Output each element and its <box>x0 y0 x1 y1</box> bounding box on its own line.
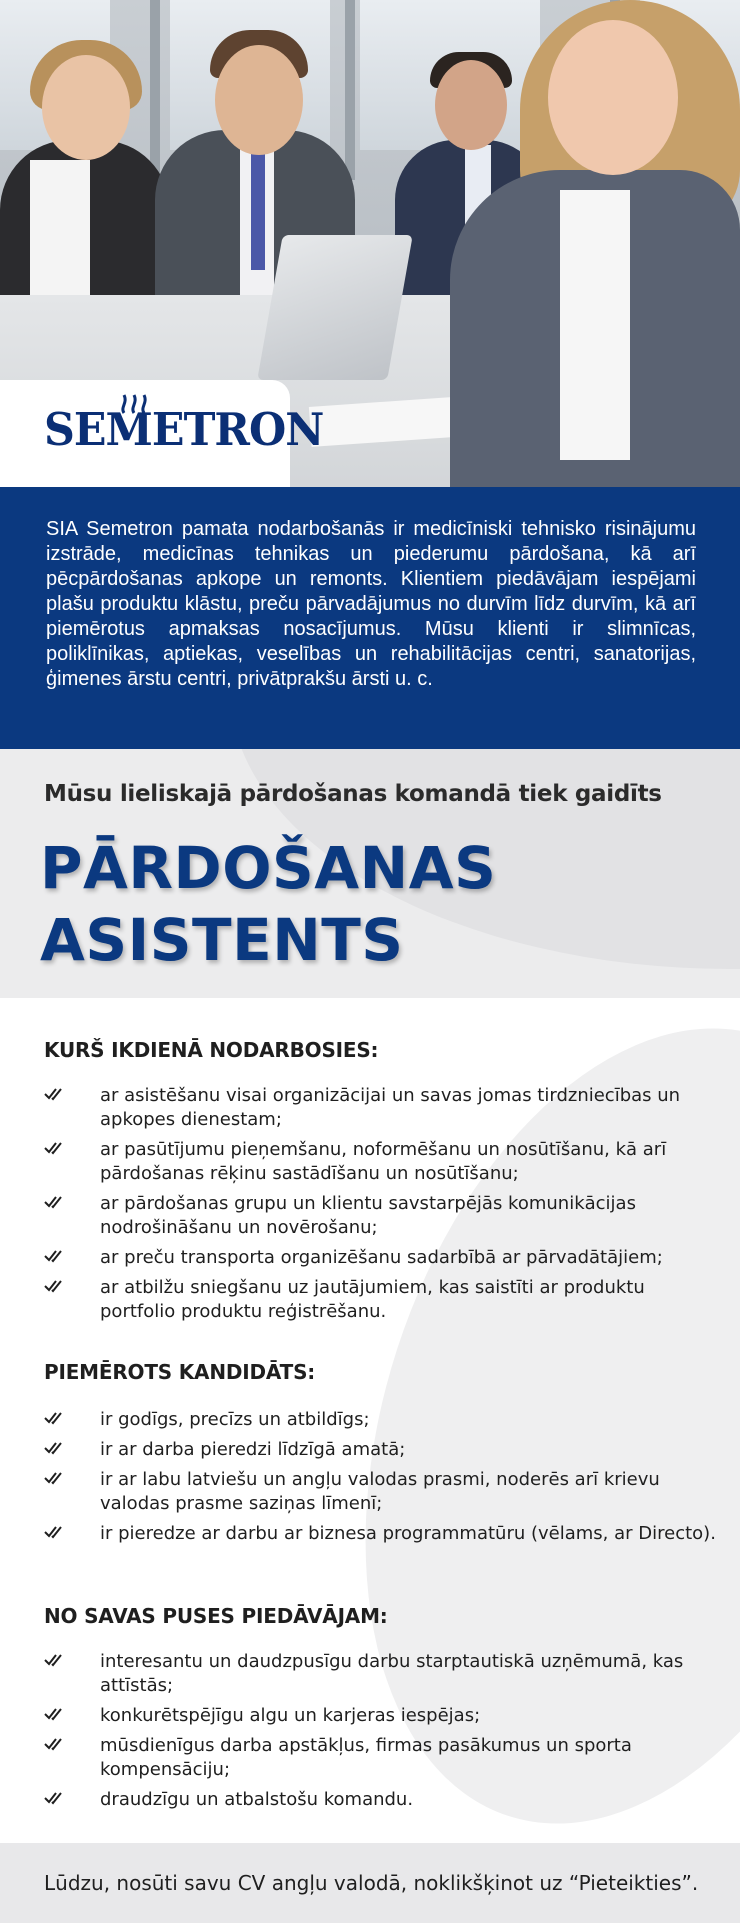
list-item: ir ar labu latviešu un angļu valodas prasmi, noderēs arī krievu valodas prasme saziņas līmenī; <box>0 1468 720 1516</box>
double-check-icon <box>44 1736 68 1752</box>
double-check-icon <box>44 1278 68 1294</box>
section-title-offer: NO SAVAS PUSES PIEDĀVĀJAM: <box>44 1604 388 1628</box>
job-title-line2: ASISTENTS <box>40 906 404 974</box>
list-item: ar pasūtījumu pieņemšanu, noformēšanu un nosūtīšanu, kā arī pārdošanas rēķinu sastādīšanu un nosūtīšanu; <box>0 1138 720 1186</box>
list-item: ir godīgs, precīzs un atbildīgs; <box>0 1408 720 1432</box>
intro-text: SIA Semetron pamata nodarbošanās ir medicīniski tehnisko risinājumu izstrāde, medicīnas tehnikas un piederumu pārdošana, kā arī pēcpārdošanas apkope un remonts. Klientiem piedāvājam iespējami plašu produktu klāstu, preču pārvadājumus no durvīm līdz durvīm, kā arī piemērotus apmaksas nosacījumus. Mūsu klienti ir slimnīcas, poliklīnikas, aptiekas, veselības un rehabilitācijas centri, sanatorijas, ģimenes ārstu centri, privātprakšu ārsti u. c. <box>46 518 696 690</box>
footer-text: Lūdzu, nosūti savu CV angļu valodā, noklikšķinot uz “Pieteikties”. <box>44 1871 699 1895</box>
list-item: ir pieredze ar darbu ar biznesa programmatūru (vēlams, ar Directo). <box>0 1522 720 1546</box>
double-check-icon <box>44 1194 68 1210</box>
candidate-list <box>0 1408 720 1552</box>
list-item: ar atbilžu sniegšanu uz jautājumiem, kas saistīti ar produktu portfolio produktu reģistrēšanu. <box>0 1276 720 1324</box>
double-check-icon <box>44 1706 68 1722</box>
double-check-icon <box>44 1470 68 1486</box>
double-check-icon <box>44 1440 68 1456</box>
job-title-line1: PĀRDOŠANAS <box>40 834 497 902</box>
section-title-duties: KURŠ IKDIENĀ NODARBOSIES: <box>44 1038 379 1062</box>
headline-subtitle: Mūsu lieliskajā pārdošanas komandā tiek gaidīts <box>44 781 662 807</box>
company-intro <box>0 487 740 749</box>
list-item: konkurētspējīgu algu un karjeras iespējas; <box>0 1704 720 1728</box>
double-check-icon <box>44 1410 68 1426</box>
double-check-icon <box>44 1524 68 1540</box>
list-item: ir ar darba pieredzi līdzīgā amatā; <box>0 1438 720 1462</box>
list-item: ar pārdošanas grupu un klientu savstarpējās komunikācijas nodrošināšanu un novērošanu; <box>0 1192 720 1240</box>
hero-photo <box>0 0 740 487</box>
section-title-candidate: PIEMĒROTS KANDIDĀTS: <box>44 1360 316 1384</box>
job-details <box>0 998 740 1843</box>
duties-list <box>0 1084 720 1330</box>
double-check-icon <box>44 1140 68 1156</box>
company-logo <box>44 393 324 463</box>
double-check-icon <box>44 1086 68 1102</box>
offer-list <box>0 1650 720 1818</box>
double-check-icon <box>44 1652 68 1668</box>
logo-wordmark: SEMETRON <box>44 403 324 456</box>
list-item: draudzīgu un atbalstošu komandu. <box>0 1788 720 1812</box>
list-item: interesantu un daudzpusīgu darbu starptautiskā uzņēmumā, kas attīstās; <box>0 1650 720 1698</box>
list-item: ar preču transporta organizēšanu sadarbībā ar pārvadātājiem; <box>0 1246 720 1270</box>
double-check-icon <box>44 1790 68 1806</box>
apply-instructions <box>0 1843 740 1923</box>
job-headline <box>0 749 740 998</box>
list-item: mūsdienīgus darba apstākļus, firmas pasākumus un sporta kompensāciju; <box>0 1734 720 1782</box>
double-check-icon <box>44 1248 68 1264</box>
list-item: ar asistēšanu visai organizācijai un savas jomas tirdzniecības un apkopes dienestam; <box>0 1084 720 1132</box>
